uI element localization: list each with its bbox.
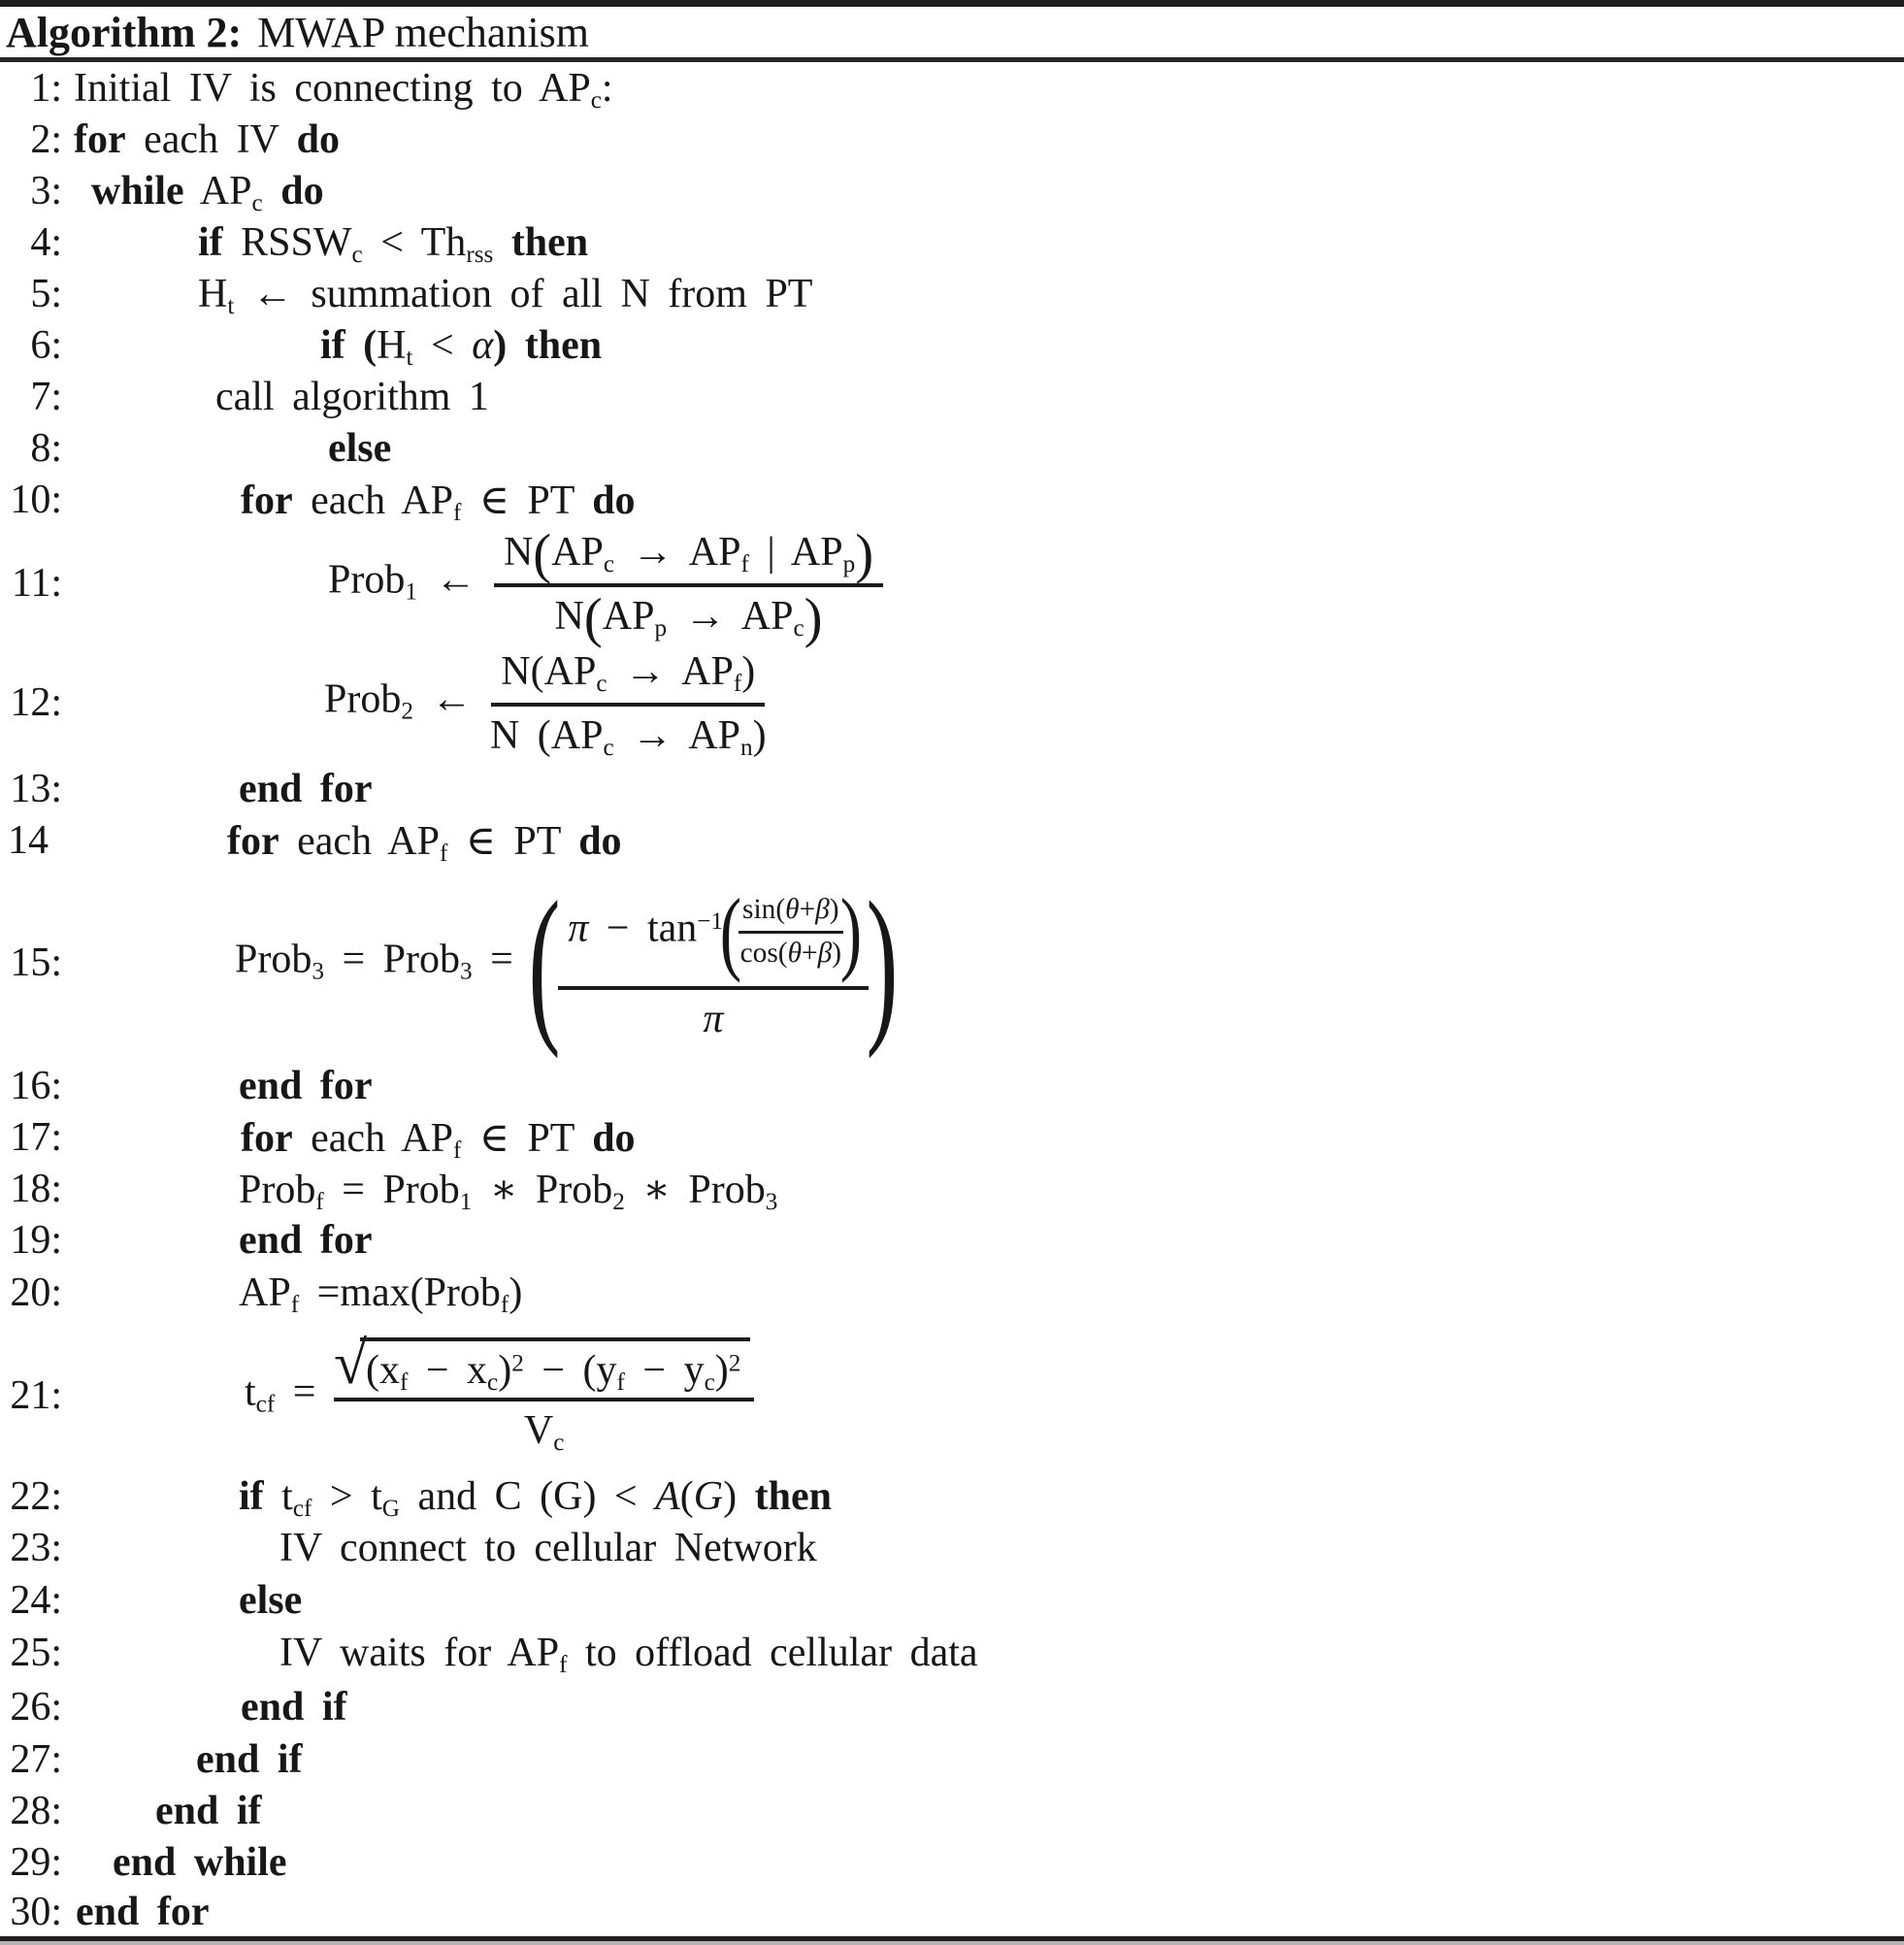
- text-run: +: [802, 938, 818, 969]
- algo-line-21: [0, 1320, 1904, 1470]
- line-content: [239, 1165, 777, 1213]
- paren: (: [583, 587, 603, 649]
- line-content: [235, 866, 899, 1059]
- line-content: [320, 322, 602, 369]
- fraction: [558, 879, 868, 1042]
- inner-fraction: [739, 894, 843, 970]
- line-content: [279, 1525, 817, 1571]
- algo-line-26: [0, 1680, 1904, 1733]
- keyword: end for: [239, 1063, 373, 1108]
- text-run: t: [245, 1369, 256, 1415]
- algo-line-20: [0, 1266, 1904, 1320]
- algo-line-22: [0, 1470, 1904, 1522]
- text-run: RSSW: [222, 219, 352, 265]
- greek-theta: θ: [787, 938, 803, 969]
- subscript: c: [793, 615, 804, 643]
- subscript: c: [596, 670, 607, 697]
- text-run: = Prob: [323, 1167, 460, 1212]
- text-run: (x: [365, 1347, 400, 1393]
- paren: ): [723, 1473, 755, 1519]
- subscript: f: [315, 1188, 324, 1215]
- superscript: −1: [697, 908, 724, 936]
- keyword: end for: [239, 1217, 373, 1263]
- subscript: c: [590, 86, 602, 114]
- big-left-paren: (: [528, 866, 561, 1059]
- keyword: for: [227, 818, 279, 864]
- inner-paren-group: [719, 879, 862, 983]
- line-content: [241, 1684, 347, 1731]
- subscript: t: [406, 344, 413, 371]
- text-run: each IV: [125, 116, 297, 162]
- algo-line-14: [0, 814, 1904, 866]
- line-content: [279, 1630, 978, 1679]
- line-content: [215, 374, 489, 420]
- algo-line-16: [0, 1060, 1904, 1111]
- text-run: =: [275, 1369, 334, 1415]
- algo-line-28: [0, 1785, 1904, 1836]
- text-run: ): [829, 894, 839, 925]
- text-run: < Th: [362, 219, 467, 265]
- algo-line-24: [0, 1574, 1904, 1626]
- text-run: Prob: [324, 676, 402, 722]
- line-content: [155, 1788, 262, 1834]
- algorithm-label: Algorithm 2:: [6, 8, 243, 56]
- keyword: end while: [113, 1839, 287, 1885]
- parenthesized-group: [528, 866, 899, 1059]
- line-number: 6:: [30, 322, 62, 368]
- line-number: 13:: [10, 766, 62, 811]
- superscript: 2: [728, 1349, 741, 1376]
- algo-line-5: [0, 268, 1904, 319]
- keyword: end if: [155, 1788, 262, 1833]
- algo-line-18: [0, 1163, 1904, 1214]
- text-run: IV waits for AP: [279, 1631, 560, 1675]
- subscript: p: [842, 551, 856, 578]
- line-content: [113, 1839, 287, 1886]
- text-run: AP: [551, 530, 604, 575]
- paren: (: [533, 523, 552, 585]
- line-content: [91, 168, 324, 214]
- text-run: ∈ PT: [447, 818, 579, 864]
- subscript: 3: [459, 958, 473, 985]
- text-run: − tan: [588, 906, 698, 951]
- text-run: each AP: [279, 818, 440, 864]
- line-content: [239, 1473, 832, 1520]
- keyword: do: [262, 168, 324, 214]
- text-run: ): [752, 712, 767, 758]
- keyword: for: [241, 1115, 293, 1161]
- fraction-denominator: [334, 1398, 754, 1454]
- subscript: c: [603, 551, 615, 578]
- line-content: [328, 425, 391, 472]
- text-run: AP: [183, 168, 252, 214]
- subscript: f: [452, 1137, 462, 1164]
- keyword: then: [754, 1473, 832, 1519]
- keyword: end if: [196, 1736, 303, 1782]
- line-number: 26:: [10, 1684, 62, 1730]
- paren: (: [679, 1473, 694, 1519]
- text-run: IV connect to cellular Network: [279, 1526, 817, 1570]
- subscript: c: [251, 189, 263, 216]
- greek-theta: θ: [785, 894, 800, 925]
- text-run: ): [832, 938, 842, 969]
- line-content: [196, 1736, 303, 1783]
- text-run: :: [601, 65, 613, 111]
- line-content: [76, 1889, 210, 1935]
- subscript: f: [452, 499, 462, 526]
- text-run: Prob: [239, 1167, 316, 1212]
- algo-line-3: [0, 165, 1904, 216]
- line-number: 27:: [10, 1736, 62, 1782]
- line-number: 30:: [10, 1890, 62, 1934]
- fraction-numerator: [333, 1330, 754, 1398]
- keyword: do: [592, 1115, 636, 1161]
- line-content: [239, 1063, 373, 1109]
- text-run: +: [799, 894, 816, 925]
- fraction-denominator: [490, 707, 767, 759]
- subscript: n: [740, 734, 753, 761]
- fraction-numerator: [558, 879, 868, 990]
- line-number: 1:: [30, 65, 62, 111]
- line-number: 12:: [10, 679, 62, 725]
- text-run: ←: [412, 676, 490, 722]
- line-content: [239, 766, 373, 812]
- algo-line-23: [0, 1522, 1904, 1574]
- algo-line-15: [0, 866, 1904, 1060]
- algo-line-13: [0, 763, 1904, 814]
- keyword: if: [198, 219, 223, 265]
- text-run: N: [554, 594, 584, 639]
- line-number: 10:: [10, 477, 62, 522]
- subscript: f: [733, 670, 742, 697]
- subscript: rss: [466, 241, 494, 268]
- algo-line-19: [0, 1214, 1904, 1266]
- subscript: 3: [765, 1188, 778, 1215]
- text-run: N (AP: [489, 712, 604, 758]
- line-number: 16:: [10, 1063, 62, 1108]
- text-run: V: [523, 1407, 554, 1453]
- algo-line-10: [0, 474, 1904, 525]
- text-run: ←: [416, 557, 494, 603]
- text-run: = Prob: [323, 937, 460, 982]
- fraction-numerator: [491, 646, 765, 707]
- algorithm-title: MWAP mechanism: [257, 8, 589, 56]
- subscript: 2: [612, 1188, 625, 1215]
- text-run: − x: [408, 1347, 488, 1393]
- line-content: [239, 1269, 523, 1319]
- text-run: each AP: [292, 478, 453, 523]
- subscript: f: [290, 1292, 300, 1319]
- line-number: 11:: [11, 561, 62, 606]
- mid-right-paren: ): [839, 879, 862, 983]
- fraction: [333, 1330, 754, 1456]
- line-content: [74, 65, 613, 112]
- fraction: [494, 523, 883, 649]
- algo-line-30: [0, 1888, 1904, 1936]
- line-content: [245, 1330, 754, 1456]
- line-content: [198, 219, 588, 266]
- line-content: [239, 1217, 373, 1264]
- fraction-numerator: [494, 523, 883, 587]
- subscript: 1: [459, 1188, 473, 1215]
- algo-line-8: [0, 422, 1904, 474]
- text-run: ∈ PT: [461, 1115, 593, 1161]
- line-number: 2:: [30, 116, 62, 162]
- line-number: 4:: [30, 219, 62, 265]
- text-run: Prob: [235, 937, 312, 982]
- line-number: 20:: [10, 1270, 62, 1315]
- line-number: 15:: [10, 940, 62, 985]
- text-run: ∗ Prob: [624, 1167, 766, 1212]
- keyword: do: [296, 116, 340, 162]
- text-run: cos(: [739, 938, 788, 969]
- subscript: c: [487, 1368, 499, 1396]
- keyword: for: [241, 478, 293, 523]
- text-run: =max(Prob: [299, 1270, 501, 1315]
- keyword: else: [328, 425, 392, 471]
- fraction-denominator: π: [703, 997, 724, 1041]
- line-number: 28:: [10, 1788, 62, 1833]
- line-number: 17:: [10, 1114, 62, 1160]
- text-run: AP: [602, 594, 655, 639]
- text-run: → AP: [667, 594, 794, 639]
- text-run: and C (G) <: [399, 1473, 656, 1519]
- subscript: c: [603, 734, 614, 761]
- text-run: | AP: [748, 530, 843, 575]
- algo-line-4: [0, 216, 1904, 268]
- text-run: <: [412, 322, 473, 368]
- greek-alpha: α: [472, 322, 494, 368]
- fraction: [490, 646, 767, 759]
- text-run: > t: [312, 1473, 382, 1519]
- line-content: [328, 523, 883, 649]
- radical-sign: √: [333, 1330, 367, 1397]
- line-content: [239, 1577, 302, 1624]
- line-content: [241, 1113, 636, 1162]
- text-run: Initial IV is connecting to AP: [74, 65, 591, 111]
- line-number: 24:: [10, 1577, 62, 1623]
- text-run: call algorithm 1: [215, 374, 489, 419]
- keyword: do: [592, 478, 636, 523]
- algo-line-7: [0, 371, 1904, 422]
- text-run: ): [741, 648, 756, 694]
- line-number: 21:: [10, 1372, 62, 1418]
- text-run: ∗ Prob: [472, 1167, 613, 1212]
- algo-line-11: [0, 523, 1904, 649]
- line-content: [198, 271, 812, 317]
- subscript: f: [439, 840, 448, 867]
- subscript: 3: [312, 958, 324, 985]
- line-content: [324, 646, 767, 759]
- line-number: 23:: [10, 1526, 62, 1570]
- line-number: 18:: [10, 1166, 62, 1211]
- subscript: c: [351, 241, 363, 268]
- subscript: f: [399, 1368, 409, 1396]
- line-content: [74, 116, 340, 163]
- keyword: else: [239, 1577, 303, 1623]
- paren: ): [804, 587, 823, 649]
- math-italic-A: A: [655, 1473, 680, 1519]
- greek-beta: β: [817, 938, 833, 969]
- text-run: H: [198, 271, 228, 316]
- keyword: end for: [76, 1890, 210, 1934]
- text-run: → AP: [614, 530, 741, 575]
- subscript: cf: [255, 1391, 276, 1418]
- algorithm-header: [0, 7, 1904, 62]
- line-number: 14: [8, 817, 49, 863]
- keyword: for: [74, 116, 126, 162]
- subscript: f: [740, 551, 749, 578]
- text-run: N: [503, 530, 534, 575]
- subscript: G: [381, 1495, 400, 1522]
- subscript: p: [654, 615, 668, 643]
- keyword: if (: [320, 322, 378, 368]
- keyword: then: [493, 219, 589, 265]
- line-number: 19:: [10, 1217, 62, 1263]
- subscript: 2: [401, 698, 413, 725]
- algo-line-25: [0, 1626, 1904, 1680]
- keyword: do: [578, 818, 622, 864]
- line-number: 25:: [10, 1631, 62, 1675]
- text-run: − (y: [523, 1347, 617, 1393]
- algo-line-6: [0, 319, 1904, 371]
- radicand: [360, 1337, 750, 1394]
- algo-line-27: [0, 1733, 1904, 1785]
- algo-line-2: [0, 114, 1904, 165]
- keyword: ) then: [493, 322, 603, 368]
- line-content: [241, 476, 636, 524]
- algo-line-1: [0, 62, 1904, 114]
- paren: ): [855, 523, 874, 585]
- square-root: [333, 1330, 750, 1397]
- line-number: 5:: [30, 271, 62, 316]
- algo-line-12: [0, 642, 1904, 763]
- text-run: Prob: [328, 557, 406, 603]
- subscript: f: [616, 1368, 625, 1396]
- fraction-denominator: [740, 934, 841, 970]
- fraction-denominator: [554, 587, 823, 649]
- subscript: 1: [405, 578, 417, 606]
- superscript: 2: [511, 1349, 524, 1376]
- greek-pi: π: [568, 906, 589, 951]
- line-number: 7:: [30, 374, 62, 419]
- text-run: − y: [624, 1347, 705, 1393]
- text-run: ∈ PT: [461, 478, 593, 523]
- mid-left-paren: (: [719, 879, 742, 983]
- text-run: H: [377, 322, 407, 368]
- math-italic-G: G: [693, 1473, 724, 1519]
- keyword: end if: [241, 1684, 347, 1730]
- text-run: ← summation of all N from PT: [234, 271, 813, 316]
- line-content: [227, 816, 622, 865]
- bottom-rule-gray: [0, 1941, 1904, 1945]
- text-run: sin(: [742, 894, 786, 925]
- text-run: each AP: [292, 1115, 453, 1161]
- text-run: ): [714, 1347, 729, 1393]
- subscript: c: [704, 1368, 715, 1396]
- line-number: 8:: [30, 425, 62, 471]
- text-run: =: [472, 937, 532, 982]
- algo-line-29: [0, 1836, 1904, 1888]
- algo-line-17: [0, 1111, 1904, 1163]
- text-run: t: [281, 1473, 293, 1519]
- fraction-numerator: [739, 894, 843, 934]
- keyword: while: [91, 168, 184, 214]
- greek-beta: β: [815, 894, 830, 925]
- subscript: f: [559, 1652, 568, 1679]
- line-number: 29:: [10, 1839, 62, 1885]
- text-run: ): [498, 1347, 512, 1393]
- keyword: if: [239, 1473, 282, 1519]
- text-run: ): [509, 1270, 523, 1315]
- subscript: c: [553, 1429, 565, 1456]
- text-run: → AP: [613, 712, 741, 758]
- subscript: cf: [292, 1495, 312, 1522]
- line-number: 3:: [30, 168, 62, 214]
- subscript: t: [227, 292, 235, 319]
- keyword: end for: [239, 766, 373, 811]
- text-run: → AP: [607, 648, 734, 694]
- text-run: to offload cellular data: [567, 1631, 978, 1675]
- subscript: f: [500, 1292, 509, 1319]
- line-number: 22:: [10, 1473, 62, 1519]
- text-run: N(AP: [501, 648, 597, 694]
- big-right-paren: ): [866, 866, 899, 1059]
- text-run: AP: [239, 1270, 291, 1315]
